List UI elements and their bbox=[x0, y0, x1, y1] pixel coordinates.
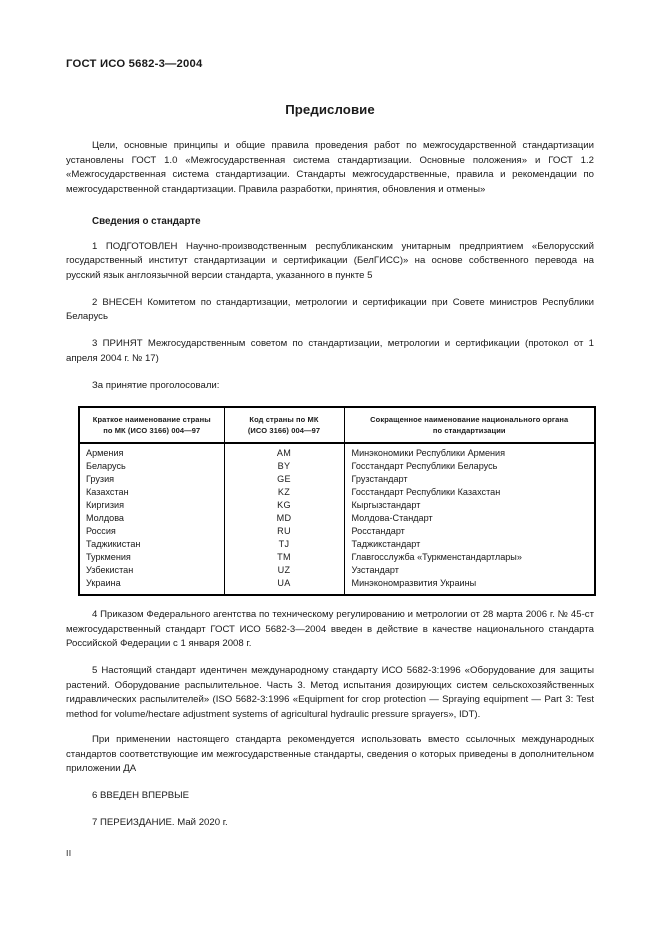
vote-table-head bbox=[79, 407, 595, 443]
cell-country-code: KG bbox=[224, 499, 344, 512]
cell-standardization-body: Грузстандарт bbox=[344, 473, 595, 486]
column-header-code-line1: Код страны по МК bbox=[249, 415, 319, 424]
column-header-country-line2: по МК (ИСО 3166) 004—97 bbox=[103, 426, 201, 435]
cell-standardization-body: Узстандарт bbox=[344, 564, 595, 577]
page-title: Предисловие bbox=[285, 102, 375, 117]
column-header-code bbox=[224, 407, 344, 443]
standard-info-item-4: 4 Приказом Федерального агентства по техническому регулированию и метрологии от 28 марта 2006 г. № 45-ст межгосударственный стандарт ГОСТ ИСО 5682-3—2004 введен в действие в качестве национального стандарта Российской Федерации с 1 января 2008 г. bbox=[66, 609, 594, 650]
cell-country-code: UA bbox=[224, 577, 344, 594]
table-row bbox=[79, 512, 595, 525]
table-header-row bbox=[79, 407, 595, 443]
cell-country: Россия bbox=[86, 526, 116, 537]
standard-info-item-1: 1 ПОДГОТОВЛЕН Научно-производственным республиканским унитарным предприятием «Белорусский государственный институт стандартизации и сертификации (БелГИСС)» на основе собственного перевода на русский язык англоязычной версии стандарта, указанного в пункте 5 bbox=[66, 240, 594, 281]
cell-standardization-body: Кыргызстандарт bbox=[344, 499, 595, 512]
cell-country: Беларусь bbox=[86, 461, 126, 472]
table-row bbox=[79, 499, 595, 512]
cell-country-code: RU bbox=[224, 525, 344, 538]
cell-standardization-body: Росстандарт bbox=[344, 525, 595, 538]
cell-country-code: UZ bbox=[224, 564, 344, 577]
cell-country-code: GE bbox=[224, 473, 344, 486]
cell-country-code: KZ bbox=[224, 486, 344, 499]
standard-info-item-7: 7 ПЕРЕИЗДАНИЕ. Май 2020 г. bbox=[92, 817, 228, 829]
cell-country: Киргизия bbox=[86, 500, 125, 511]
cell-country: Казахстан bbox=[86, 487, 129, 498]
column-header-body-line1: Сокращенное наименование национального органа bbox=[370, 415, 569, 424]
standard-info-item-2: 2 ВНЕСЕН Комитетом по стандартизации, метрологии и сертификации при Совете министров Республики Беларусь bbox=[66, 296, 594, 322]
cell-country: Таджикистан bbox=[86, 539, 141, 550]
table-row bbox=[79, 473, 595, 486]
intro-paragraph: Цели, основные принципы и общие правила проведения работ по межгосударственной стандартизации установлены ГОСТ 1.0 «Межгосударственная система стандартизации. Основные положения» и ГОСТ 1.2 «Межгосударственная система стандартизации. Стандарты межгосударственные, правила и рекомендации по межгосударственной стандартизации. Правила разработки, принятия, обновления и отмены» bbox=[66, 140, 594, 195]
cell-standardization-body: Госстандарт Республики Беларусь bbox=[344, 460, 595, 473]
column-header-country-line1: Краткое наименование страны bbox=[92, 415, 211, 424]
standard-info-item-5: 5 Настоящий стандарт идентичен международному стандарту ИСО 5682-3:1996 «Оборудование для защиты растений. Оборудование распылительное. Часть 3. Метод испытания дозирующих систем сельскохозяйственных гидравлических распылителей» (ISO 5682-3:1996 «Equipment for crop protection — Spraying equipment — Part 3: Test method for volume/hectare adjustment systems of agricultural hydraulic pressure sprayers», IDT). bbox=[66, 665, 594, 720]
cell-standardization-body: Минэкономразвития Украины bbox=[344, 577, 595, 594]
table-row bbox=[79, 538, 595, 551]
table-row bbox=[79, 443, 595, 460]
standard-info-item-3: 3 ПРИНЯТ Межгосударственным советом по стандартизации, метрологии и сертификации (протокол от 1 апреля 2004 г. № 17) bbox=[66, 338, 594, 364]
cell-country-code: TJ bbox=[224, 538, 344, 551]
table-row bbox=[79, 525, 595, 538]
cell-country-code: MD bbox=[224, 512, 344, 525]
cell-country-code: TM bbox=[224, 551, 344, 564]
table-row bbox=[79, 551, 595, 564]
page-content bbox=[66, 0, 594, 831]
cell-country: Грузия bbox=[86, 474, 115, 485]
page-number: II bbox=[66, 848, 72, 858]
standard-info-item-6: 6 ВВЕДЕН ВПЕРВЫЕ bbox=[92, 790, 190, 802]
vote-table bbox=[78, 406, 596, 596]
standard-info-heading: Сведения о стандарте bbox=[92, 216, 201, 227]
cell-country-code: BY bbox=[224, 460, 344, 473]
table-row bbox=[79, 486, 595, 499]
cell-standardization-body: Госстандарт Республики Казахстан bbox=[344, 486, 595, 499]
vote-table-body bbox=[79, 443, 595, 595]
cell-country: Туркмения bbox=[86, 552, 131, 563]
table-row bbox=[79, 577, 595, 594]
column-header-body bbox=[344, 407, 595, 443]
vote-table-wrapper bbox=[66, 406, 594, 596]
cell-standardization-body: Молдова-Стандарт bbox=[344, 512, 595, 525]
cell-standardization-body: Минэкономики Республики Армения bbox=[344, 443, 595, 460]
cell-country: Армения bbox=[86, 448, 124, 458]
cell-country: Узбекистан bbox=[86, 565, 134, 576]
column-header-country bbox=[79, 407, 224, 443]
vote-lead-in: За принятие проголосовали: bbox=[92, 379, 220, 391]
cell-country: Украина bbox=[86, 578, 121, 589]
column-header-body-line2: по стандартизации bbox=[432, 426, 506, 435]
table-row bbox=[79, 564, 595, 577]
cell-country-code: AM bbox=[224, 443, 344, 460]
cell-standardization-body: Таджикстандарт bbox=[344, 538, 595, 551]
application-note-paragraph: При применении настоящего стандарта рекомендуется использовать вместо ссылочных международных стандартов соответствующие им межгосударственные стандарты, сведения о которых приведены в дополнительном приложении ДА bbox=[66, 734, 594, 775]
cell-standardization-body: Главгосслужба «Туркменстандартлары» bbox=[344, 551, 595, 564]
column-header-code-line2: (ИСО 3166) 004—97 bbox=[247, 426, 321, 435]
running-head: ГОСТ ИСО 5682-3—2004 bbox=[66, 58, 203, 70]
table-row bbox=[79, 460, 595, 473]
cell-country: Молдова bbox=[86, 513, 124, 524]
